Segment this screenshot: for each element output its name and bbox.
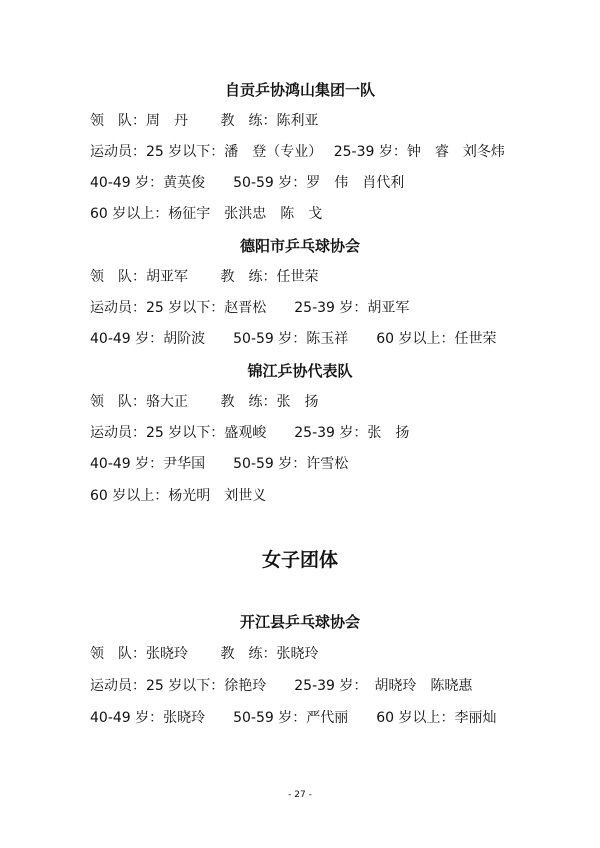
team-name-jinjiang: 锦江乒协代表队	[247, 362, 353, 380]
team-jinjiang-players-age-60plus: 60 岁以上：杨光明 刘世义	[90, 488, 267, 504]
page-number: - 27 -	[288, 790, 312, 800]
team-zigong-players-age-60plus: 60 岁以上：杨征宇 张洪忠 陈 戈	[90, 206, 323, 222]
team-name-deyang: 德阳市乒乓球协会	[239, 237, 360, 255]
team-name-kaijiang: 开江县乒乓球协会	[239, 613, 360, 631]
team-deyang-players-age-under25-25-39: 运动员：25 岁以下：赵晋松 25-39 岁：胡亚军	[90, 300, 410, 316]
section-title-womens-team: 女子团体	[261, 549, 338, 571]
team-kaijiang-players-age-under25-25-39: 运动员：25 岁以下：徐艳玲 25-39 岁： 胡晓玲 陈晓惠	[90, 678, 473, 694]
team-zigong-leader-coach: 领 队：周 丹 教 练：陈利亚	[90, 113, 319, 129]
team-jinjiang-leader-coach: 领 队：骆大正 教 练：张 扬	[90, 394, 319, 410]
team-deyang-leader-coach: 领 队：胡亚军 教 练：任世荣	[90, 269, 319, 285]
team-jinjiang-players-age-under25-25-39: 运动员：25 岁以下：盛观峻 25-39 岁：张 扬	[90, 425, 410, 441]
team-zigong-players-age-under25-25-39: 运动员：25 岁以下：潘 登（专业） 25-39 岁：钟 睿 刘冬炜	[90, 144, 505, 160]
team-name-zigong: 自贡乒协鸿山集团一队	[224, 81, 375, 99]
team-jinjiang-players-age-40-59: 40-49 岁：尹华国 50-59 岁：许雪松	[90, 456, 349, 472]
team-zigong-players-age-40-59: 40-49 岁：黄英俊 50-59 岁：罗 伟 肖代利	[90, 175, 405, 191]
team-deyang-players-age-40plus: 40-49 岁：胡阶波 50-59 岁：陈玉祥 60 岁以上：任世荣	[90, 331, 497, 347]
team-kaijiang-leader-coach: 领 队：张晓玲 教 练：张晓玲	[90, 646, 319, 662]
team-kaijiang-players-age-40plus: 40-49 岁：张晓玲 50-59 岁：严代丽 60 岁以上：李丽灿	[90, 710, 497, 726]
